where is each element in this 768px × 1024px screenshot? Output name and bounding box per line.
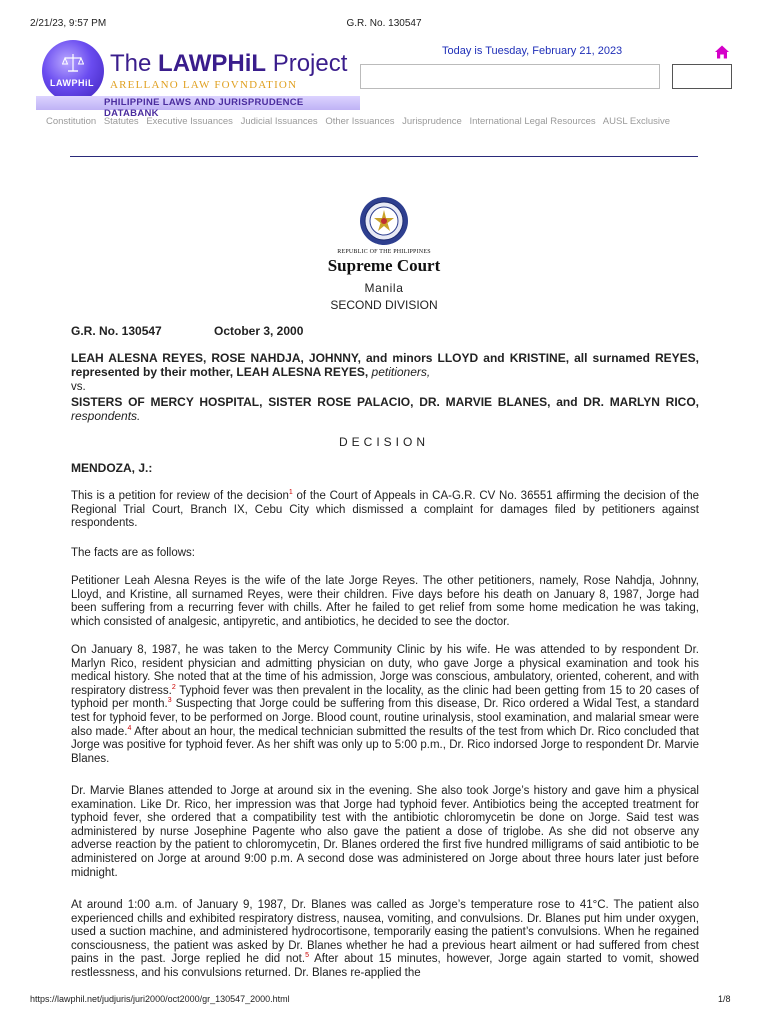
footnote-link-1[interactable]: 1 bbox=[288, 489, 293, 497]
court-name: Supreme Court bbox=[327, 256, 441, 275]
paragraph-4-text-a: On January 8, 1987, he was taken to the Mercy Community Clinic by his wife. He was attended to by respondent Dr. Marlyn Rico, resident physician and admitting physician on duty, who gave Jorge a physical examination and took his medical history. She noted that at the time of his admission, Jorge was conscious, ambulatory, oriented, coherent, and with respiratory distress. bbox=[71, 644, 699, 697]
decision-heading: DECISION bbox=[338, 435, 429, 449]
paragraph-3: Petitioner Leah Alesna Reyes is the wife of the late Jorge Reyes. The other petitioners, namely, Rose Nahdja, Johnny, Lloyd, and Kristine, all surnamed Reyes, were their children. Five days before his death on January 8, 1987, Jorge had been suffering from a recurring fever with chills. After he failed to get relief from some home medication he was taking, which consisted of analgesic, antipyretic, and antibiotics, he decided to see the doctor. bbox=[71, 575, 699, 628]
nav-other-issuances[interactable]: Other Issuances bbox=[325, 116, 395, 127]
petitioners-role: petitioners, bbox=[371, 365, 431, 379]
print-footer-page: 1/8 bbox=[718, 994, 731, 1004]
gr-number: G.R. No. 130547 bbox=[71, 324, 162, 338]
paragraph-1-text-a: This is a petition for review of the decision bbox=[71, 490, 289, 502]
petitioners bbox=[71, 351, 699, 379]
print-title: G.R. No. 130547 bbox=[346, 18, 422, 29]
republic-label: REPUBLIC OF THE PHILIPPINES bbox=[337, 249, 431, 255]
nav-ausl-exclusive[interactable]: AUSL Exclusive bbox=[602, 116, 671, 127]
paragraph-6 bbox=[71, 899, 699, 981]
search-button[interactable] bbox=[672, 64, 732, 89]
paragraph-6-text-a: At around 1:00 a.m. of January 9, 1987, Dr. Blanes was called as Jorge’s temperature rose to 41°C. The patient also experienced chills and exhibited respiratory distress, nausea, vomiting, and convulsions. Dr. Blanes put him under oxygen, used a suction machine, and administered hydrocortisone, temporarily easing the patient’s convulsions. When he regained consciousness, the patient was asked by Dr. Blanes whether he had a previous heart ailment or had suffered from chest pains in the past. Jorge replied he did not. bbox=[71, 899, 699, 966]
site-title-suffix: Project bbox=[266, 50, 348, 77]
footnote-link-2[interactable]: 2 bbox=[171, 683, 176, 691]
versus: vs. bbox=[71, 381, 86, 393]
paragraph-4-text-b: Typhoid fever was then prevalent in the locality, as the clinic had been getting from 15 to 20 cases of typhoid per month. bbox=[71, 684, 699, 711]
case-number-line bbox=[71, 325, 699, 339]
respondents-role: respondents. bbox=[71, 409, 141, 423]
logo-text: LAWPHiL bbox=[50, 78, 94, 88]
court-city: Manila bbox=[364, 281, 404, 295]
scale-icon bbox=[62, 52, 84, 74]
print-datetime: 2/21/23, 9:57 PM bbox=[30, 18, 107, 29]
decision-date: October 3, 2000 bbox=[214, 324, 304, 338]
search-input[interactable] bbox=[360, 64, 660, 89]
paragraph-6-text-b: After about 15 minutes, however, Jorge again started to vomit, showed restlessness, and his convulsions returned. Dr. Blanes re-applied the bbox=[71, 953, 700, 979]
nav-constitution[interactable]: Constitution bbox=[46, 116, 97, 127]
nav-executive-issuances[interactable]: Executive Issuances bbox=[146, 116, 233, 127]
paragraph-5: Dr. Marvie Blanes attended to Jorge at around six in the evening. She also took Jorge’s history and gave him a physical examination. Like Dr. Rico, her impression was that Jorge had typhoid fever. Antibiotics being the accepted treatment for typhoid fever, she ordered that a compatibility test with the antibiotic chloromycetin be done on Jorge. Said test was administered by nurse Josephine Pagente who also gave the patient a dose of triglobe. As she did not observe any adverse reaction by the patient to chloromycetin, Dr. Blanes ordered the first five hundred milligrams of said antibiotic to be administered on Jorge at around 9:00 p.m. A second dose was administered on Jorge about three hours later just before midnight. bbox=[71, 785, 699, 879]
home-icon[interactable] bbox=[714, 44, 730, 60]
today-date: Today is Tuesday, February 21, 2023 bbox=[442, 45, 623, 57]
respondents-names: SISTERS OF MERCY HOSPITAL, SISTER ROSE PALACIO, DR. MARVIE BLANES, and DR. MARLYN RICO, bbox=[71, 395, 699, 409]
site-title-brand: LAWPHiL bbox=[158, 50, 267, 77]
court-division: SECOND DIVISION bbox=[330, 298, 438, 312]
site-tagline: PHILIPPINE LAWS AND JURISPRUDENCE DATABANK bbox=[104, 97, 304, 119]
paragraph-4-text-c: Suspecting that Jorge could be suffering from this disease, Dr. Rico ordered a Widal Test, a standard test for typhoid fever, to be performed on Jorge. Blood count, routine urinalysis, stool examination, and malarial smear were also made. bbox=[71, 698, 699, 738]
site-subtitle: ARELLANO LAW FOVNDATION bbox=[110, 79, 298, 91]
lawphil-logo[interactable] bbox=[42, 40, 104, 102]
nav-jurisprudence[interactable]: Jurisprudence bbox=[402, 116, 462, 127]
main-nav bbox=[46, 116, 675, 127]
paragraph-2: The facts are as follows: bbox=[71, 547, 195, 559]
paragraph-1-text-b: of the Court of Appeals in CA-G.R. CV No. 36551 affirming the decision of the Regional Trial Court, Branch IX, Cebu City which dismissed a complaint for damages filed by petitioners against respondents. bbox=[71, 490, 700, 530]
paragraph-1 bbox=[71, 490, 699, 531]
supreme-court-seal-icon bbox=[359, 196, 409, 246]
nav-statutes[interactable]: Statutes bbox=[103, 116, 139, 127]
paragraph-4-text-d: After about an hour, the medical technician submitted the results of the test from which Dr. Rico concluded that Jorge was positive for typhoid fever. As her shift was only up to 5:00 p.m., Dr. Rico indorsed Jorge to respondent Dr. Marvie Blanes. bbox=[71, 725, 699, 765]
site-title[interactable] bbox=[110, 50, 347, 78]
footnote-link-4[interactable]: 4 bbox=[127, 724, 132, 732]
ponente: MENDOZA, J.: bbox=[71, 461, 153, 475]
footnote-link-3[interactable]: 3 bbox=[167, 697, 172, 705]
footnote-link-5[interactable]: 5 bbox=[305, 952, 309, 960]
nav-international-legal-resources[interactable]: International Legal Resources bbox=[469, 116, 596, 127]
site-title-prefix: The bbox=[110, 50, 159, 77]
print-footer-url: https://lawphil.net/judjuris/juri2000/oct2000/gr_130547_2000.html bbox=[30, 994, 290, 1004]
petitioners-names: LEAH ALESNA REYES, ROSE NAHDJA, JOHNNY, and minors LLOYD and KRISTINE, all surnamed REYES, represented by their mother, LEAH ALESNA REYES, bbox=[71, 351, 699, 379]
paragraph-4 bbox=[71, 644, 699, 766]
nav-judicial-issuances[interactable]: Judicial Issuances bbox=[240, 116, 318, 127]
respondents bbox=[71, 395, 699, 423]
header-divider bbox=[70, 156, 698, 157]
site-tagline-bar bbox=[36, 96, 360, 119]
